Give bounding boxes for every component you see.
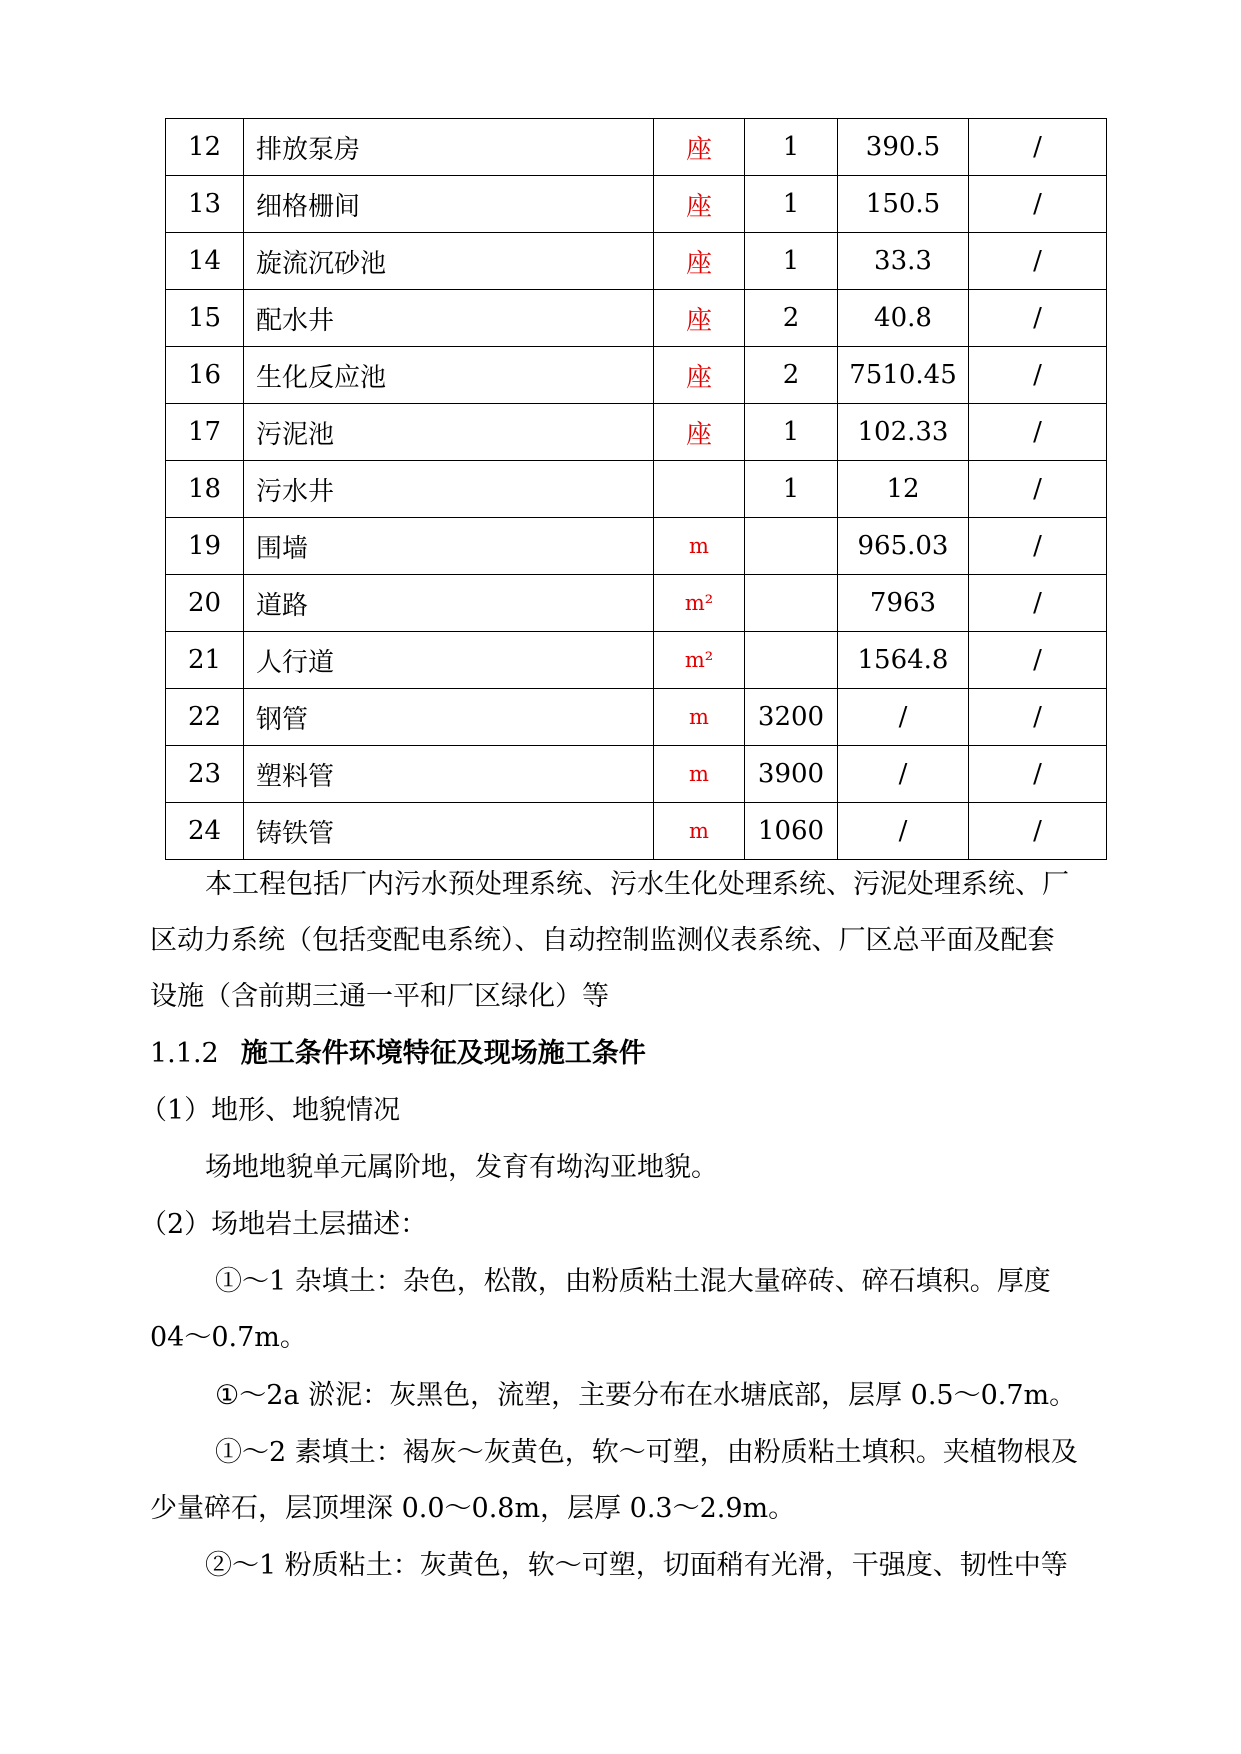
table-row (166, 176, 1107, 233)
quantity-cell: 1 (745, 233, 838, 290)
item-name-cell: 污水井 (244, 461, 654, 518)
topography-text: 场地地貌单元属阶地，发育有坳沟亚地貌。 (205, 1152, 718, 1183)
topography-heading: （1）地形、地貌情况 (140, 1095, 401, 1126)
scope-paragraph-line-3: 设施（含前期三通一平和厂区绿化）等 (150, 981, 609, 1012)
soil-heading: （2）场地岩土层描述： (140, 1209, 428, 1240)
remark-cell: / (969, 746, 1107, 803)
section-title: 施工条件环境特征及现场施工条件 (240, 1038, 646, 1069)
table-row (166, 575, 1107, 632)
row-number-cell: 20 (166, 575, 244, 632)
table-row (166, 233, 1107, 290)
row-number-cell: 18 (166, 461, 244, 518)
unit-cell: 座 (654, 233, 745, 290)
soil-layer-2: ①～2a 淤泥：灰黑色，流塑，主要分布在水塘底部，层厚 0.5～0.7m。 (215, 1380, 1077, 1411)
table-row (166, 461, 1107, 518)
soil-layer-1-line-2: 04～0.7m。 (150, 1322, 307, 1353)
soil-layer-4-line-1: ②～1 粉质粘土：灰黄色，软～可塑，切面稍有光滑，干强度、韧性中等 (205, 1550, 1068, 1581)
item-name-cell: 围墙 (244, 518, 654, 575)
item-name-cell: 塑料管 (244, 746, 654, 803)
unit-cell: m (654, 689, 745, 746)
remark-cell: / (969, 404, 1107, 461)
item-name-cell: 排放泵房 (244, 119, 654, 176)
facility-quantity-table (165, 118, 1107, 860)
soil-layer-3-line-2: 少量碎石，层顶埋深 0.0～0.8m，层厚 0.3～2.9m。 (150, 1493, 796, 1524)
value-cell: 7510.45 (838, 347, 969, 404)
item-name-cell: 钢管 (244, 689, 654, 746)
value-cell: 1564.8 (838, 632, 969, 689)
unit-cell: m² (654, 632, 745, 689)
row-number-cell: 15 (166, 290, 244, 347)
remark-cell: / (969, 689, 1107, 746)
quantity-cell: 1 (745, 119, 838, 176)
row-number-cell: 17 (166, 404, 244, 461)
item-name-cell: 配水井 (244, 290, 654, 347)
table-row (166, 290, 1107, 347)
row-number-cell: 14 (166, 233, 244, 290)
value-cell: 12 (838, 461, 969, 518)
row-number-cell: 24 (166, 803, 244, 860)
unit-cell: m (654, 746, 745, 803)
unit-cell: m² (654, 575, 745, 632)
remark-cell: / (969, 518, 1107, 575)
quantity-cell (745, 575, 838, 632)
item-name-cell: 铸铁管 (244, 803, 654, 860)
quantity-cell (745, 632, 838, 689)
table-row (166, 404, 1107, 461)
item-name-cell: 道路 (244, 575, 654, 632)
table-row (166, 803, 1107, 860)
row-number-cell: 16 (166, 347, 244, 404)
quantity-cell (745, 518, 838, 575)
unit-cell: 座 (654, 290, 745, 347)
table-row (166, 746, 1107, 803)
row-number-cell: 19 (166, 518, 244, 575)
table-row (166, 689, 1107, 746)
unit-cell: 座 (654, 119, 745, 176)
quantity-cell: 1 (745, 461, 838, 518)
remark-cell: / (969, 461, 1107, 518)
section-heading (150, 1025, 1125, 1083)
remark-cell: / (969, 803, 1107, 860)
quantity-cell: 3900 (745, 746, 838, 803)
item-name-cell: 污泥池 (244, 404, 654, 461)
remark-cell: / (969, 347, 1107, 404)
value-cell: 102.33 (838, 404, 969, 461)
value-cell: / (838, 746, 969, 803)
value-cell: 150.5 (838, 176, 969, 233)
remark-cell: / (969, 575, 1107, 632)
quantity-cell: 1 (745, 176, 838, 233)
unit-cell: 座 (654, 176, 745, 233)
value-cell: / (838, 803, 969, 860)
quantity-cell: 2 (745, 290, 838, 347)
table-row (166, 518, 1107, 575)
table-row (166, 632, 1107, 689)
unit-cell: m (654, 803, 745, 860)
remark-cell: / (969, 290, 1107, 347)
remark-cell: / (969, 632, 1107, 689)
row-number-cell: 22 (166, 689, 244, 746)
value-cell: 390.5 (838, 119, 969, 176)
value-cell: 7963 (838, 575, 969, 632)
unit-cell: m (654, 518, 745, 575)
value-cell: 33.3 (838, 233, 969, 290)
quantity-cell: 1060 (745, 803, 838, 860)
row-number-cell: 23 (166, 746, 244, 803)
quantity-cell: 1 (745, 404, 838, 461)
item-name-cell: 人行道 (244, 632, 654, 689)
table-row (166, 347, 1107, 404)
row-number-cell: 12 (166, 119, 244, 176)
unit-cell: 座 (654, 347, 745, 404)
soil-layer-1-line-1: ①～1 杂填土：杂色，松散，由粉质粘土混大量碎砖、碎石填积。厚度 (215, 1266, 1051, 1297)
quantity-cell: 2 (745, 347, 838, 404)
scope-paragraph-line-2: 区动力系统（包括变配电系统）、自动控制监测仪表系统、厂区总平面及配套 (150, 925, 1055, 956)
item-name-cell: 细格栅间 (244, 176, 654, 233)
scope-paragraph-line-1: 本工程包括厂内污水预处理系统、污水生化处理系统、污泥处理系统、厂 (205, 869, 1069, 900)
table-row (166, 119, 1107, 176)
table-body (166, 119, 1107, 860)
item-name-cell: 旋流沉砂池 (244, 233, 654, 290)
quantity-cell: 3200 (745, 689, 838, 746)
remark-cell: / (969, 176, 1107, 233)
remark-cell: / (969, 233, 1107, 290)
soil-layer-3-line-1: ①～2 素填土：褐灰～灰黄色，软～可塑，由粉质粘土填积。夹植物根及 (215, 1437, 1078, 1468)
row-number-cell: 13 (166, 176, 244, 233)
remark-cell: / (969, 119, 1107, 176)
value-cell: 40.8 (838, 290, 969, 347)
item-name-cell: 生化反应池 (244, 347, 654, 404)
unit-cell (654, 461, 745, 518)
value-cell: / (838, 689, 969, 746)
section-number: 1.1.2 (150, 1038, 219, 1069)
value-cell: 965.03 (838, 518, 969, 575)
unit-cell: 座 (654, 404, 745, 461)
row-number-cell: 21 (166, 632, 244, 689)
